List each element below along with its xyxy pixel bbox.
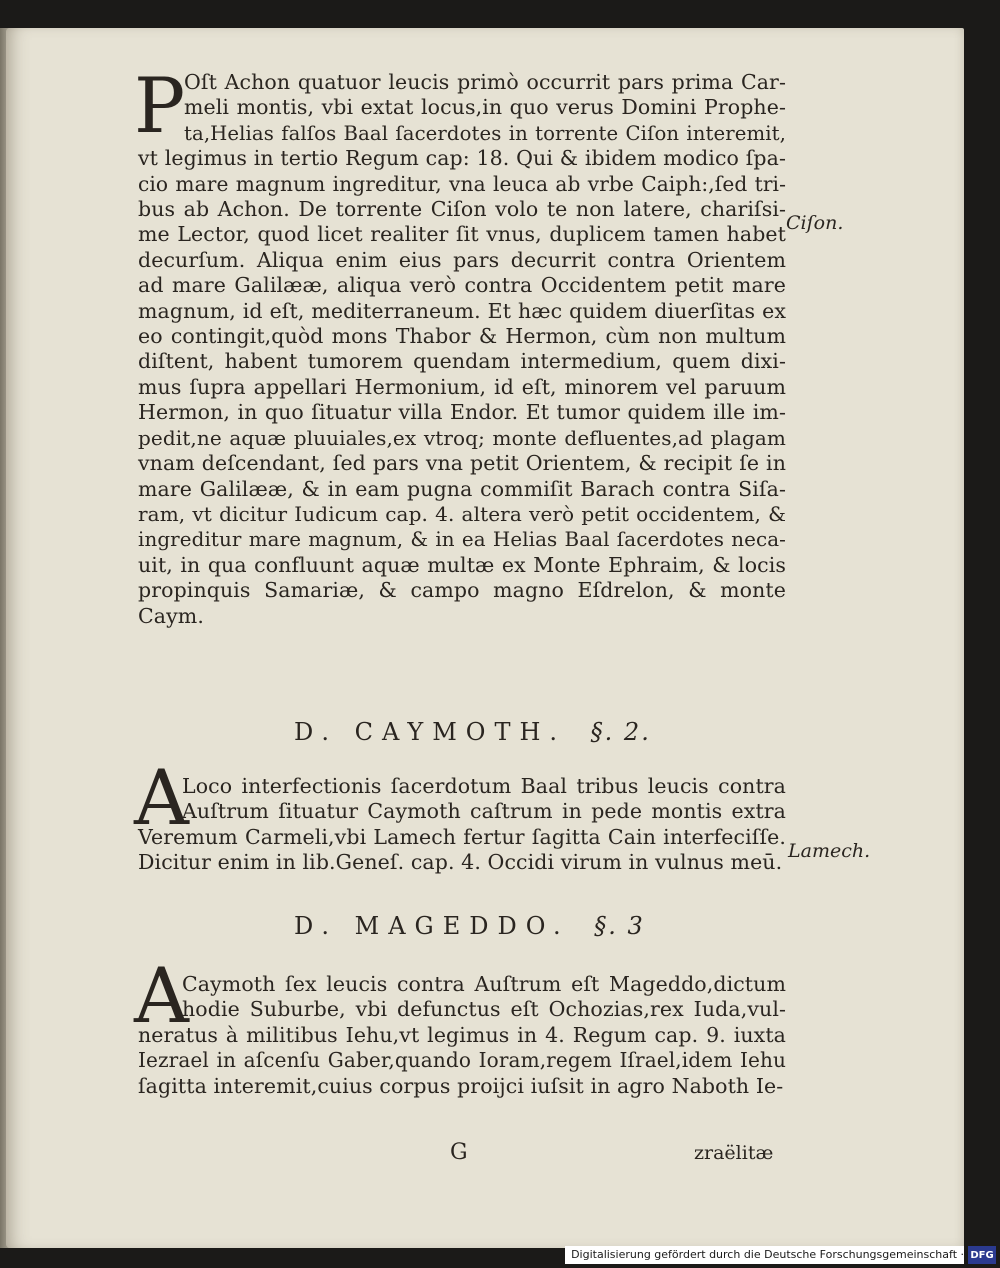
- text-line: me Lector, quod licet realiter ſit vnus, duplicem tamen habet: [138, 222, 786, 247]
- section-number: §. 2.: [590, 718, 651, 746]
- text-line: eo contingit,quòd mons Thabor & Hermon, cùm non multum: [138, 324, 786, 349]
- text-line: uit, in qua confluunt aquæ multæ ex Monte Ephraim, & locis: [138, 552, 786, 577]
- text-line: ram, vt dicitur Iudicum cap. 4. altera verò petit occidentem, &: [138, 501, 786, 526]
- text-line: ta,Helias falſos Baal ſacerdotes in torrente Ciſon interemit,: [184, 121, 786, 145]
- text-line: ad mare Galilææ, aliqua verò contra Occidentem petit mare: [138, 273, 786, 298]
- text-line: meli montis, vbi extat locus,in quo verus Domini Prophe-: [184, 95, 786, 120]
- text-line: diſtent, habent tumorem quendam intermedium, quem dixi-: [138, 349, 786, 374]
- text-line: Hermon, in quo ſituatur villa Endor. Et tumor quidem ille im-: [138, 400, 786, 425]
- text-line: propinquis Samariæ, & campo magno Eſdrelon, & monte: [138, 578, 786, 603]
- margin-note-lamech: Lamech.: [788, 840, 871, 862]
- margin-note-cison: Ciſon.: [786, 212, 844, 234]
- digitization-credit: Digitalisierung gefördert durch die Deutsche Forschungsgemeinschaft ·: [565, 1246, 964, 1264]
- drop-cap-initial: P: [134, 61, 186, 150]
- text-line: bus ab Achon. De torrente Ciſon volo te non latere, chariſsi-: [138, 197, 786, 222]
- catchword: zraëlitæ: [694, 1142, 774, 1164]
- heading-title: D. MAGEDDO.: [294, 912, 570, 940]
- text-line: neratus à militibus Iehu,vt legimus in 4. Regum cap. 9. iuxta: [138, 1022, 786, 1047]
- section-number: §. 3: [594, 912, 645, 940]
- dfg-logo: DFG: [968, 1246, 996, 1264]
- text-line: Loco interfectionis ſacerdotum Baal tribus leucis contra: [182, 774, 786, 798]
- text-line: Veremum Carmeli,vbi Lamech fertur ſagitta Cain interfeciſſe.: [138, 824, 786, 849]
- text-line: cio mare magnum ingreditur, vna leuca ab vrbe Caiph:,ſed tri-: [138, 171, 786, 196]
- text-line: Caym.: [138, 603, 204, 628]
- text-line: Oſt Achon quatuor leucis primò occurrit pars prima Car-: [184, 70, 786, 94]
- section-heading-mageddo: [294, 912, 754, 940]
- paragraph-3: [138, 972, 786, 1099]
- drop-cap-initial: A: [134, 753, 189, 842]
- text-line: Caymoth ſex leucis contra Auſtrum eſt Mageddo,dictum: [182, 972, 786, 996]
- text-line: Dicitur enim in lib.Geneſ. cap. 4. Occidi virum in vulnus meū.: [138, 850, 783, 875]
- text-line: hodie Suburbe, vbi defunctus eſt Ochozias,rex Iuda,vul-: [182, 997, 786, 1022]
- signature-mark: G: [450, 1140, 468, 1165]
- text-line: ingreditur mare magnum, & in ea Helias Baal ſacerdotes neca-: [138, 528, 786, 552]
- text-line: vnam deſcendant, ſed pars vna petit Orientem, & recipit ſe in: [138, 451, 786, 476]
- section-heading-caymoth: [294, 718, 754, 746]
- text-line: Iezrael in aſcenſu Gaber,quando Ioram,regem Iſrael,idem Iehu: [138, 1048, 786, 1073]
- text-line: decurſum. Aliqua enim eius pars decurrit contra Orientem: [138, 247, 786, 272]
- text-line: vt legimus in tertio Regum cap: 18. Qui & ibidem modico ſpa-: [138, 146, 786, 171]
- drop-cap-initial: A: [134, 951, 189, 1040]
- text-line: Auſtrum ſituatur Caymoth caſtrum in pede montis extra: [182, 799, 786, 824]
- paragraph-2: [138, 774, 786, 876]
- paragraph-1: [138, 70, 786, 629]
- text-line: mare Galilææ, & in eam pugna commiſit Barach contra Siſa-: [138, 476, 786, 501]
- text-line: ſagitta interemit,cuius corpus proijci iuſsit in agro Naboth Ie-: [138, 1073, 784, 1098]
- text-line: pedit,ne aquæ pluuiales,ex vtroq; monte defluentes,ad plagam: [138, 425, 786, 450]
- heading-title: D. CAYMOTH.: [294, 718, 567, 746]
- text-line: mus ſupra appellari Hermonium, id eſt, minorem vel paruum: [138, 374, 786, 399]
- text-line: magnum, id eſt, mediterraneum. Et hæc quidem diuerſitas ex: [138, 298, 786, 323]
- book-page: [6, 28, 964, 1248]
